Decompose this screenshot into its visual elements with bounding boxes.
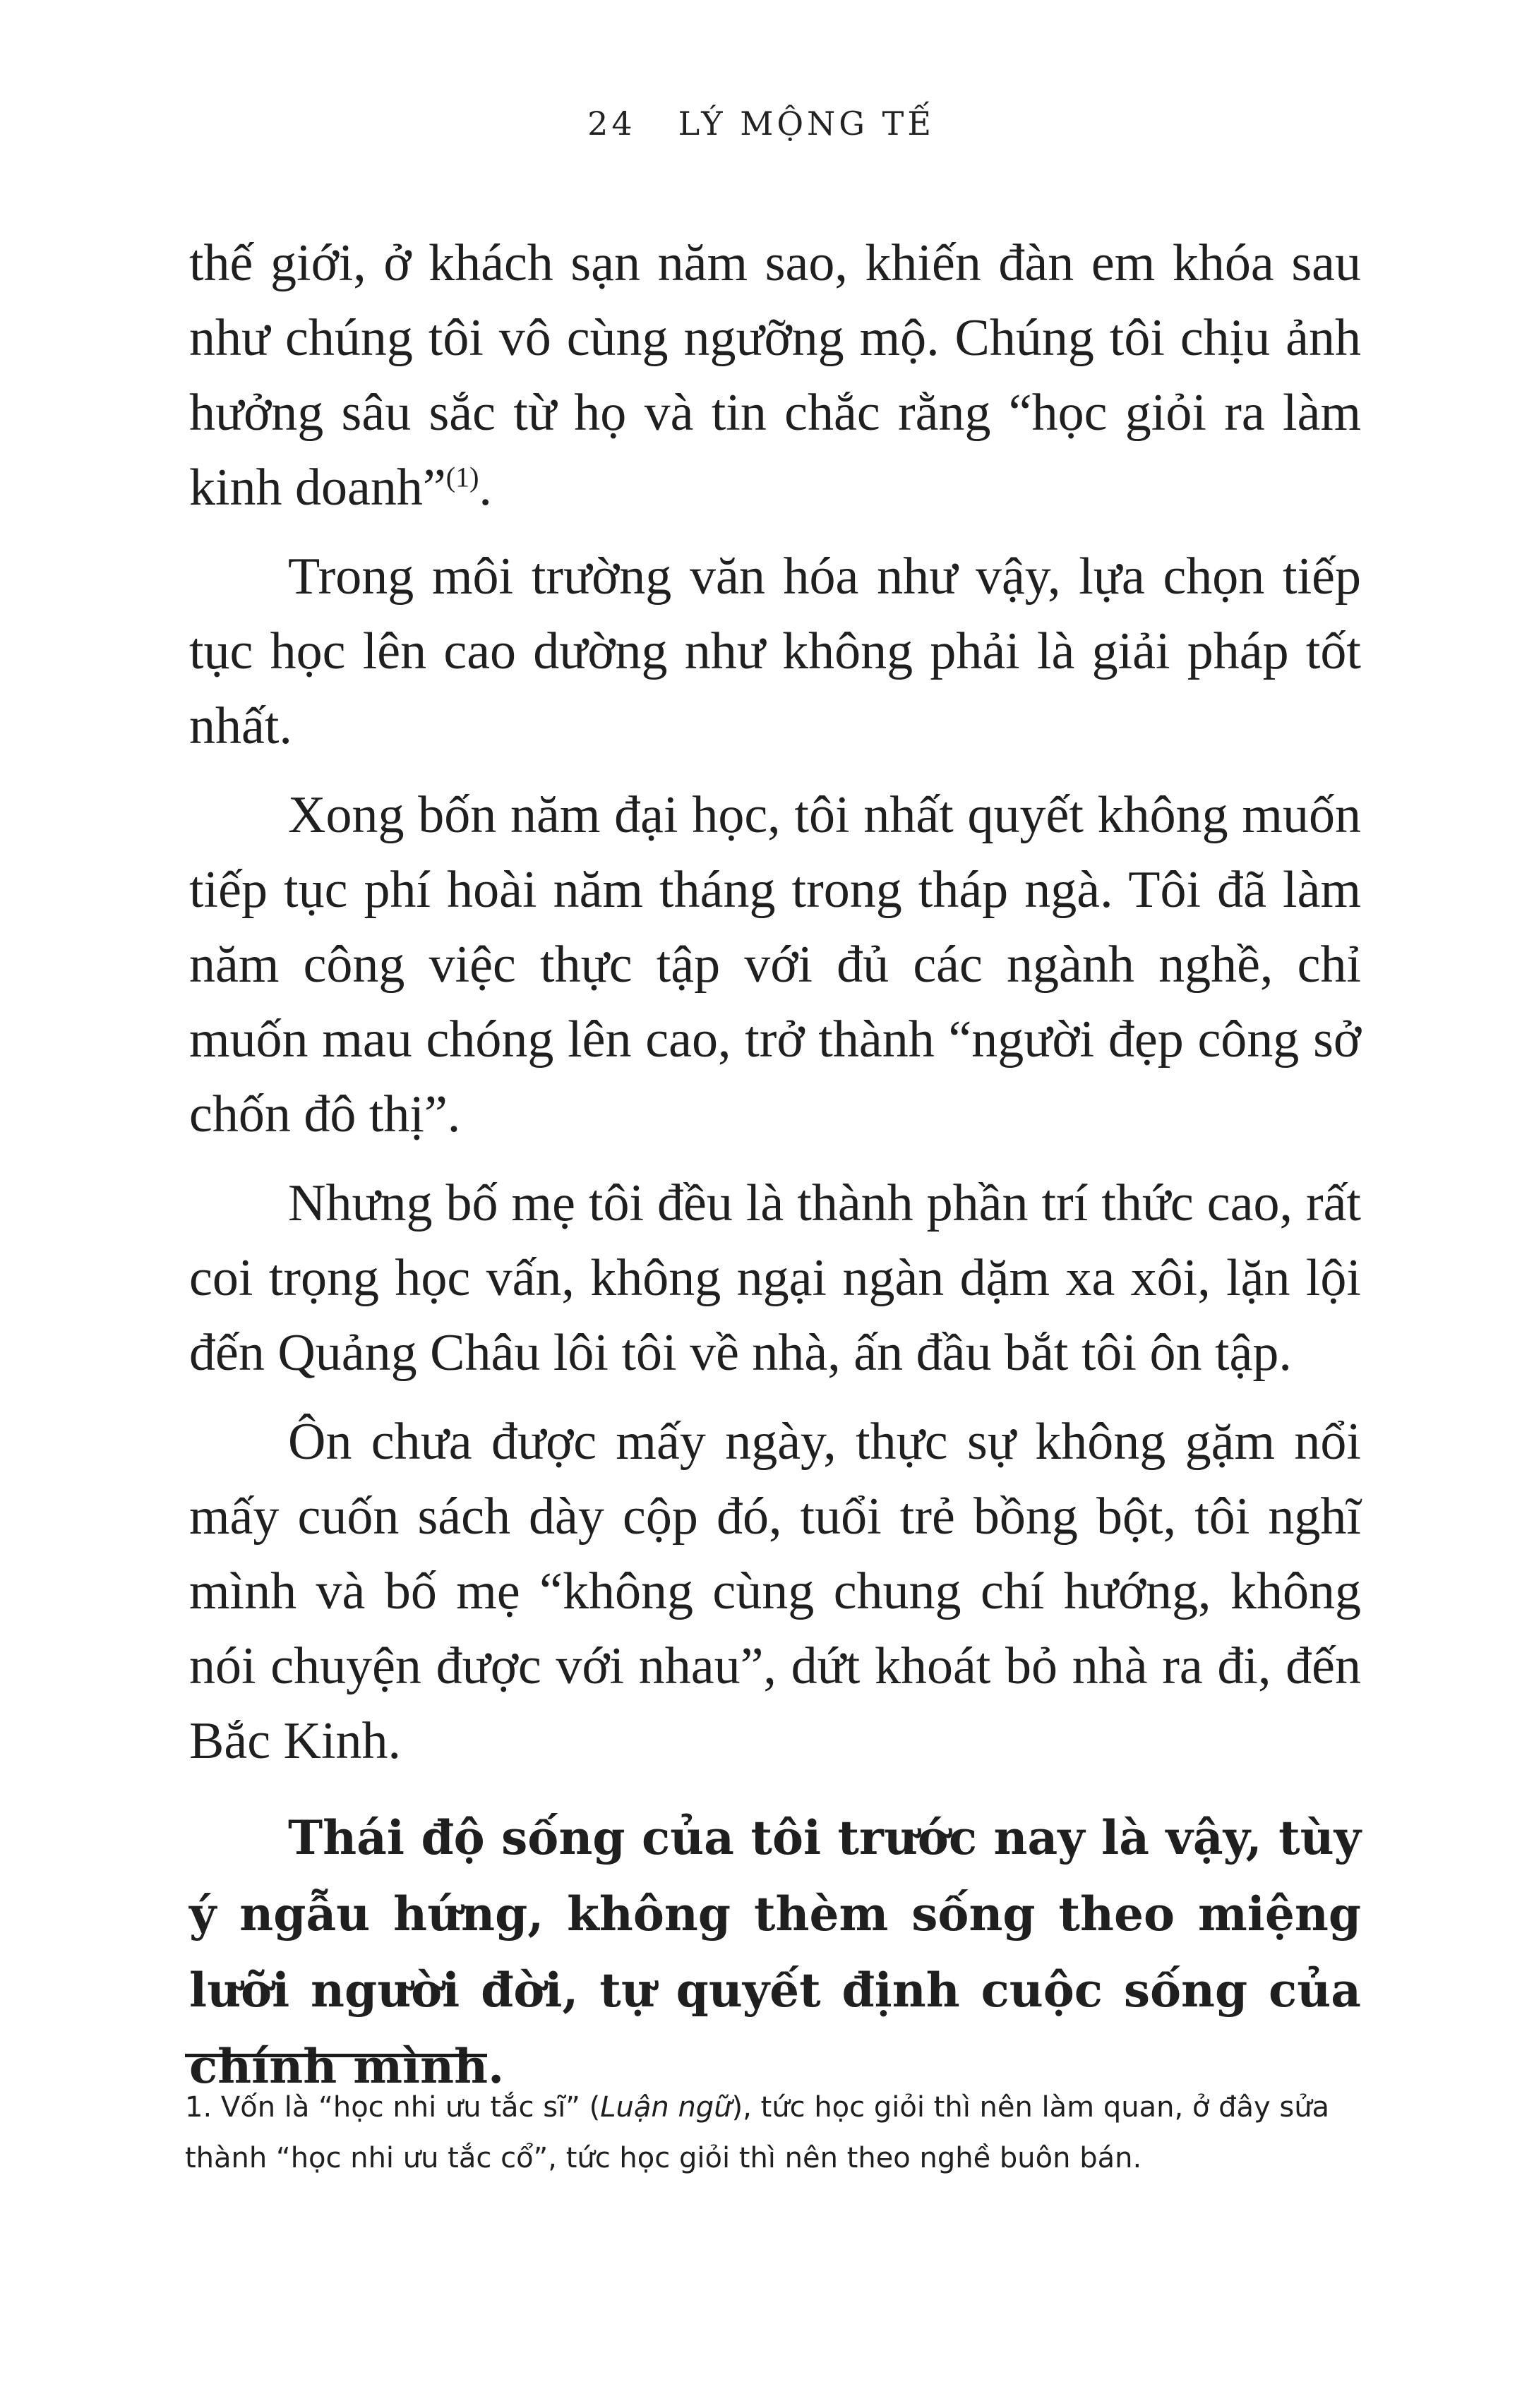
paragraph-1-text: thế giới, ở khách sạn năm sao, khiến đàn em khóa sau như chúng tôi vô cùng ngưỡng mộ. Chúng tôi chịu ảnh hưởng sâu sắc từ họ và tin chắc rằng “học giỏi ra làm kinh doanh” [189, 234, 1361, 517]
emphasis-paragraph: Thái độ sống của tôi trước nay là vậy, tùy ý ngẫu hứng, không thèm sống theo miệng lưỡi người đời, tự quyết định cuộc sống của chính mình. [189, 1810, 1361, 2094]
paragraph-4: Nhưng bố mẹ tôi đều là thành phần trí thức cao, rất coi trọng học vấn, không ngại ngàn dặm xa xôi, lặn lội đến Quảng Châu lôi tôi về nhà, ấn đầu bắt tôi ôn tập. [189, 1174, 1361, 1382]
running-title: LÝ MỘNG TẾ [678, 104, 935, 143]
footnote-source: Luận ngữ [600, 2091, 732, 2124]
paragraph-1-end: . [479, 459, 492, 517]
footnote-divider [185, 2054, 487, 2057]
footnote-lead: 1. Vốn là “học nhi ưu tắc sĩ” ( [185, 2091, 601, 2124]
paragraph-5: Ôn chưa được mấy ngày, thực sự không gặm nổi mấy cuốn sách dày cộp đó, tuổi trẻ bồng bột, tôi nghĩ mình và bố mẹ “không cùng chung chí hướng, không nói chuyện được với nhau”, dứt khoát bỏ nhà ra đi, đến Bắc Kinh. [189, 1413, 1361, 1770]
footnote-tail: ), tức học giỏi thì nên làm quan, ở đây sửa thành “học nhi ưu tắc cổ”, tức học giỏi thì nên theo nghề buôn bán. [185, 2091, 1330, 2174]
body-text [189, 226, 1361, 2119]
paragraph-3: Xong bốn năm đại học, tôi nhất quyết không muốn tiếp tục phí hoài năm tháng trong tháp ngà. Tôi đã làm năm công việc thực tập với đủ các ngành nghề, chỉ muốn mau chóng lên cao, trở thành “người đẹp công sở chốn đô thị”. [189, 786, 1361, 1143]
running-header [0, 104, 1522, 143]
paragraph-2: Trong môi trường văn hóa như vậy, lựa chọn tiếp tục học lên cao dường như không phải là giải pháp tốt nhất. [189, 548, 1361, 755]
page-number: 24 [587, 104, 636, 143]
footnote [185, 2082, 1385, 2184]
paragraph-1 [189, 226, 1361, 525]
footnote-reference: (1) [445, 461, 479, 493]
